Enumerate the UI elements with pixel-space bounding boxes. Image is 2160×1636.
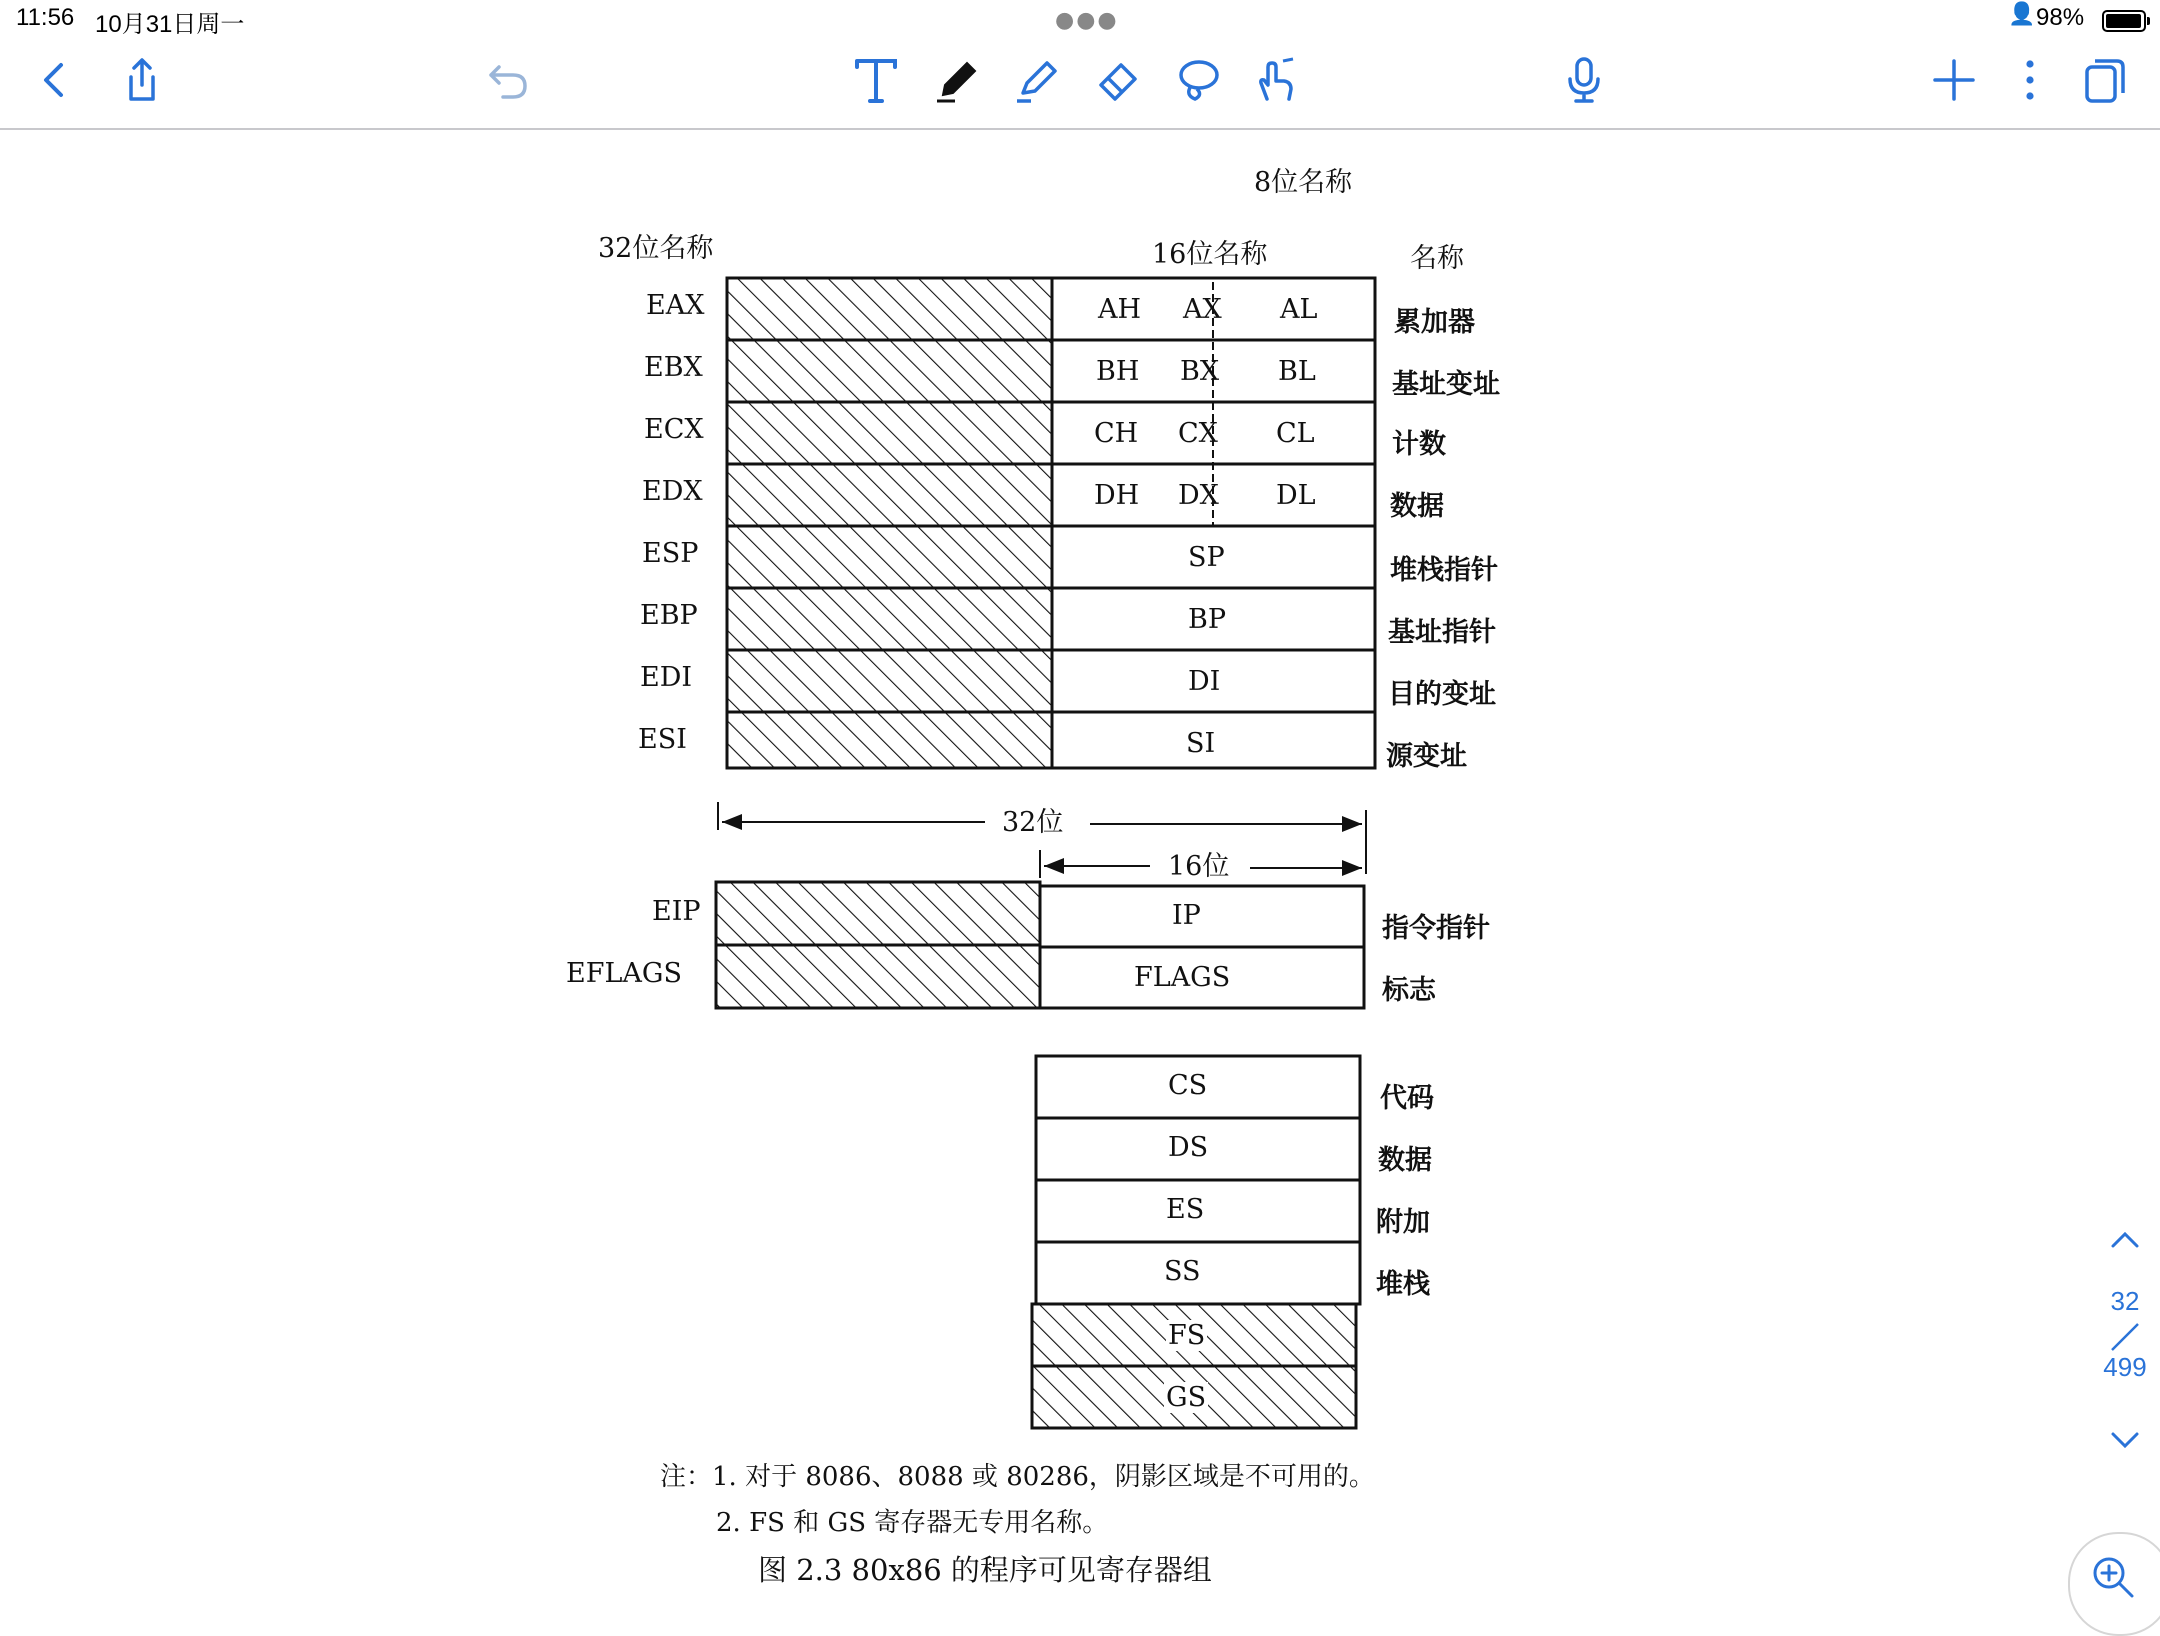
reg32-label: EBX	[644, 352, 703, 383]
header-16bit-name: 16位名称	[1152, 239, 1268, 270]
register-purpose: 目的变址	[1388, 679, 1496, 710]
reg8-high: BH	[1096, 356, 1140, 387]
reg16-label: CX	[1178, 418, 1218, 449]
highlighter-icon[interactable]	[1008, 50, 1068, 110]
add-icon[interactable]	[1924, 50, 1984, 110]
reg32-label: ESP	[642, 538, 699, 569]
page-down-icon[interactable]	[2108, 1426, 2142, 1456]
reg8-low: DL	[1276, 480, 1316, 511]
reg8-low: BL	[1278, 356, 1316, 387]
reg32-label: EFLAGS	[566, 958, 682, 989]
person-icon: 👤	[2008, 2, 2036, 27]
battery-icon	[2102, 10, 2146, 32]
register-purpose: 堆栈指针	[1390, 555, 1498, 586]
eraser-icon[interactable]	[1088, 50, 1148, 110]
register-diagram	[0, 130, 2160, 1620]
reg16-label: BX	[1180, 356, 1220, 387]
microphone-icon[interactable]	[1554, 50, 1614, 110]
special-register-boxes	[716, 882, 1364, 1008]
reg16-label: SI	[1186, 728, 1216, 759]
toolbar	[0, 40, 2160, 130]
register-purpose: 代码	[1380, 1083, 1434, 1114]
reg8-low: AL	[1280, 294, 1318, 325]
general-register-extension-hatch	[727, 278, 1052, 768]
more-icon[interactable]	[2000, 50, 2060, 110]
undo-icon[interactable]	[478, 50, 538, 110]
reg32-label: EDX	[642, 476, 703, 507]
segment-register-label: DS	[1168, 1132, 1209, 1163]
segment-register-label: ES	[1166, 1194, 1205, 1225]
segment-register-label: FS	[1168, 1320, 1206, 1351]
status-bar	[0, 0, 2160, 40]
header-32bit-name: 32位名称	[598, 233, 714, 264]
reg8-low: CL	[1276, 418, 1315, 449]
note-2: 2. FS 和 GS 寄存器无专用名称。	[716, 1508, 1109, 1538]
reg16-label: FLAGS	[1134, 962, 1231, 993]
pages-icon[interactable]	[2074, 50, 2134, 110]
segment-register-label: SS	[1164, 1256, 1201, 1287]
register-purpose: 基址变址	[1392, 369, 1500, 400]
segment-register-label: GS	[1166, 1382, 1207, 1413]
register-purpose: 累加器	[1394, 307, 1475, 338]
figure-caption: 图 2.3 80x86 的程序可见寄存器组	[758, 1553, 1212, 1587]
hand-touch-icon[interactable]	[1246, 50, 1306, 110]
register-purpose: 数据	[1390, 491, 1444, 522]
reg16-label: BP	[1188, 604, 1227, 635]
total-page-count: 499	[2103, 1352, 2147, 1382]
reg8-high: CH	[1094, 418, 1139, 449]
text-tool-icon[interactable]	[846, 50, 906, 110]
reg16-label: DI	[1188, 666, 1221, 697]
register-purpose: 基址指针	[1388, 617, 1496, 648]
zoom-in-icon	[2090, 1554, 2136, 1600]
register-purpose: 计数	[1392, 429, 1446, 460]
pen-icon[interactable]	[928, 50, 988, 110]
width-16bit-label: 16位	[1168, 851, 1230, 882]
reg16-label: DX	[1178, 480, 1219, 511]
register-purpose: 堆栈	[1376, 1269, 1430, 1300]
zoom-button[interactable]	[2068, 1532, 2160, 1636]
reg32-label: EIP	[652, 896, 701, 927]
register-purpose: 标志	[1382, 975, 1436, 1006]
document-page	[0, 130, 2160, 1620]
reg32-label: ECX	[644, 414, 704, 445]
segment-register-boxes	[1032, 1056, 1360, 1428]
reg32-label: EAX	[646, 290, 705, 321]
register-purpose: 数据	[1378, 1145, 1432, 1176]
segment-register-label: CS	[1168, 1070, 1208, 1101]
reg8-high: AH	[1098, 294, 1142, 325]
width-32bit-label: 32位	[1002, 807, 1064, 838]
lasso-icon[interactable]	[1168, 50, 1228, 110]
status-time: 11:56	[16, 4, 75, 31]
back-icon[interactable]	[24, 50, 84, 110]
reg8-high: DH	[1094, 480, 1140, 511]
header-name: 名称	[1410, 243, 1464, 274]
reg32-label: EBP	[640, 600, 698, 631]
register-purpose: 附加	[1376, 1207, 1430, 1238]
current-page-number: 32	[2110, 1286, 2140, 1316]
share-icon[interactable]	[112, 50, 172, 110]
battery-percent: 98%	[2036, 4, 2085, 31]
register-purpose: 源变址	[1386, 741, 1467, 772]
reg32-label: ESI	[638, 724, 687, 755]
header-8bit-name: 8位名称	[1254, 167, 1353, 198]
page-navigator	[2090, 1218, 2160, 1478]
status-date: 10月31日周一	[95, 11, 245, 38]
page-divider-icon	[2108, 1322, 2142, 1352]
page-up-icon[interactable]	[2108, 1224, 2142, 1254]
reg16-label: IP	[1172, 900, 1201, 931]
note-1: 注：1. 对于 8086、8088 或 80286，阴影区域是不可用的。	[660, 1462, 1375, 1492]
reg16-label: SP	[1188, 542, 1225, 573]
reg32-label: EDI	[640, 662, 693, 693]
reg16-label: AX	[1183, 294, 1222, 325]
register-purpose: 指令指针	[1382, 913, 1490, 944]
multitask-dots-icon[interactable]: ●●●	[1055, 8, 1119, 33]
